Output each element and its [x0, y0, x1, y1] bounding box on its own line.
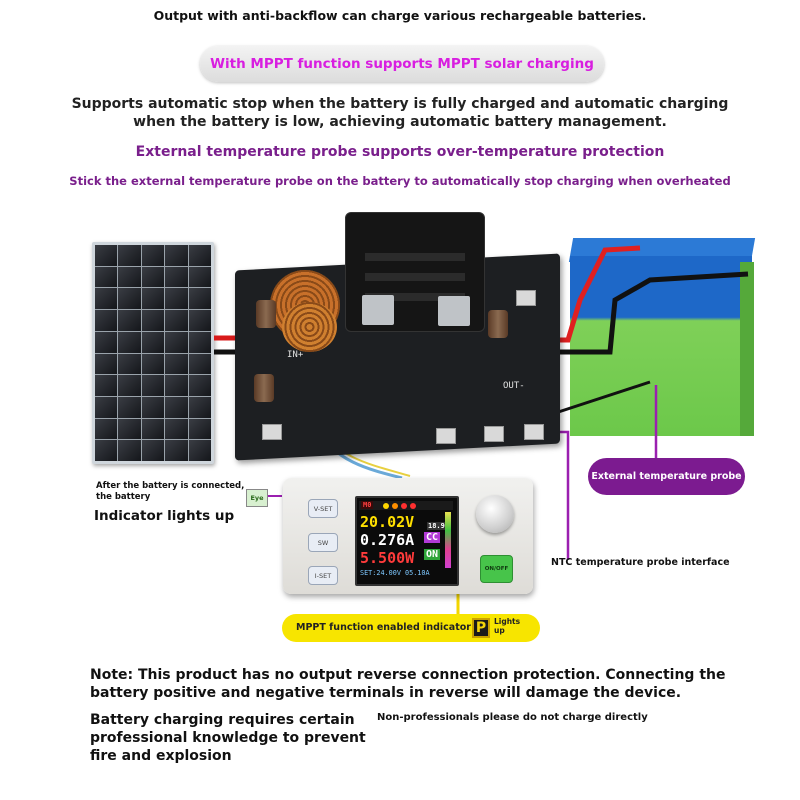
auto-stop-text: Supports automatic stop when the battery is fully charged and automatic charging when the battery is low, achieving automatic battery management. — [71, 96, 729, 130]
after-battery-text: After the battery is connected, the battery — [96, 481, 245, 502]
reverse-connection-note: Note: This product has no output reverse connection protection. Connecting the battery positive and negative terminals in reverse will damage the device. — [90, 667, 726, 701]
stick-probe-text: Stick the external temperature probe on the battery to automatically stop charging when overheated — [69, 174, 731, 188]
cc-badge: CC — [426, 532, 439, 543]
p-icon: P — [472, 618, 490, 638]
connector — [436, 428, 456, 444]
mosfet — [438, 296, 470, 326]
capacitor — [256, 300, 276, 328]
temperature-probe-callout: External temperature probe — [588, 458, 745, 495]
header-line: Output with anti-backflow can charge various rechargeable batteries. — [153, 8, 647, 23]
status-dot — [383, 503, 389, 509]
mppt-pill: With MPPT function supports MPPT solar charging — [200, 46, 604, 82]
current-readout: 0.276A — [360, 531, 415, 549]
setpoint-readout: SET:24.00V 05.10A — [360, 569, 430, 577]
ntc-port — [524, 424, 544, 440]
indicator-lights-text: Indicator lights up — [94, 508, 235, 524]
connector — [516, 290, 536, 306]
status-dot — [410, 503, 416, 509]
status-icon-column — [445, 512, 451, 568]
lights-up-text: Lights up — [494, 617, 521, 635]
sw-button[interactable]: SW — [308, 533, 338, 552]
power-readout: 5.500W — [360, 549, 415, 567]
ntc-interface-callout: NTC temperature probe interface — [551, 557, 730, 568]
mppt-indicator-text: MPPT function enabled indicator — [296, 622, 471, 633]
eye-badge: Eye — [246, 489, 268, 507]
charging-warning: Battery charging requires certain professional knowledge to prevent fire and explosion — [90, 712, 366, 764]
v-set-button[interactable]: V-SET — [308, 499, 338, 518]
status-dot — [392, 503, 398, 509]
voltage-readout: 20.02V — [360, 513, 415, 531]
temperature-readout: 18.9 — [428, 522, 445, 530]
external-probe-heading: External temperature probe supports over-temperature protection — [135, 144, 665, 160]
mppt-indicator-callout — [282, 614, 540, 642]
mode-label: M0 — [363, 501, 372, 509]
connector — [484, 426, 504, 442]
adjust-knob[interactable] — [476, 495, 514, 533]
capacitor — [254, 374, 274, 402]
mosfet — [362, 295, 394, 325]
non-professional-warning: Non-professionals please do not charge directly — [377, 712, 648, 723]
on-badge: ON — [426, 549, 439, 560]
capacitor — [488, 310, 508, 338]
connector — [262, 424, 282, 440]
status-dot — [401, 503, 407, 509]
in-label: IN+ — [287, 350, 304, 360]
on-off-button[interactable]: ON/OFF — [480, 555, 513, 583]
out-label: OUT- — [503, 381, 525, 391]
lcd-screen — [355, 496, 459, 586]
i-set-button[interactable]: I-SET — [308, 566, 338, 585]
inductor-coil-2 — [282, 302, 337, 352]
